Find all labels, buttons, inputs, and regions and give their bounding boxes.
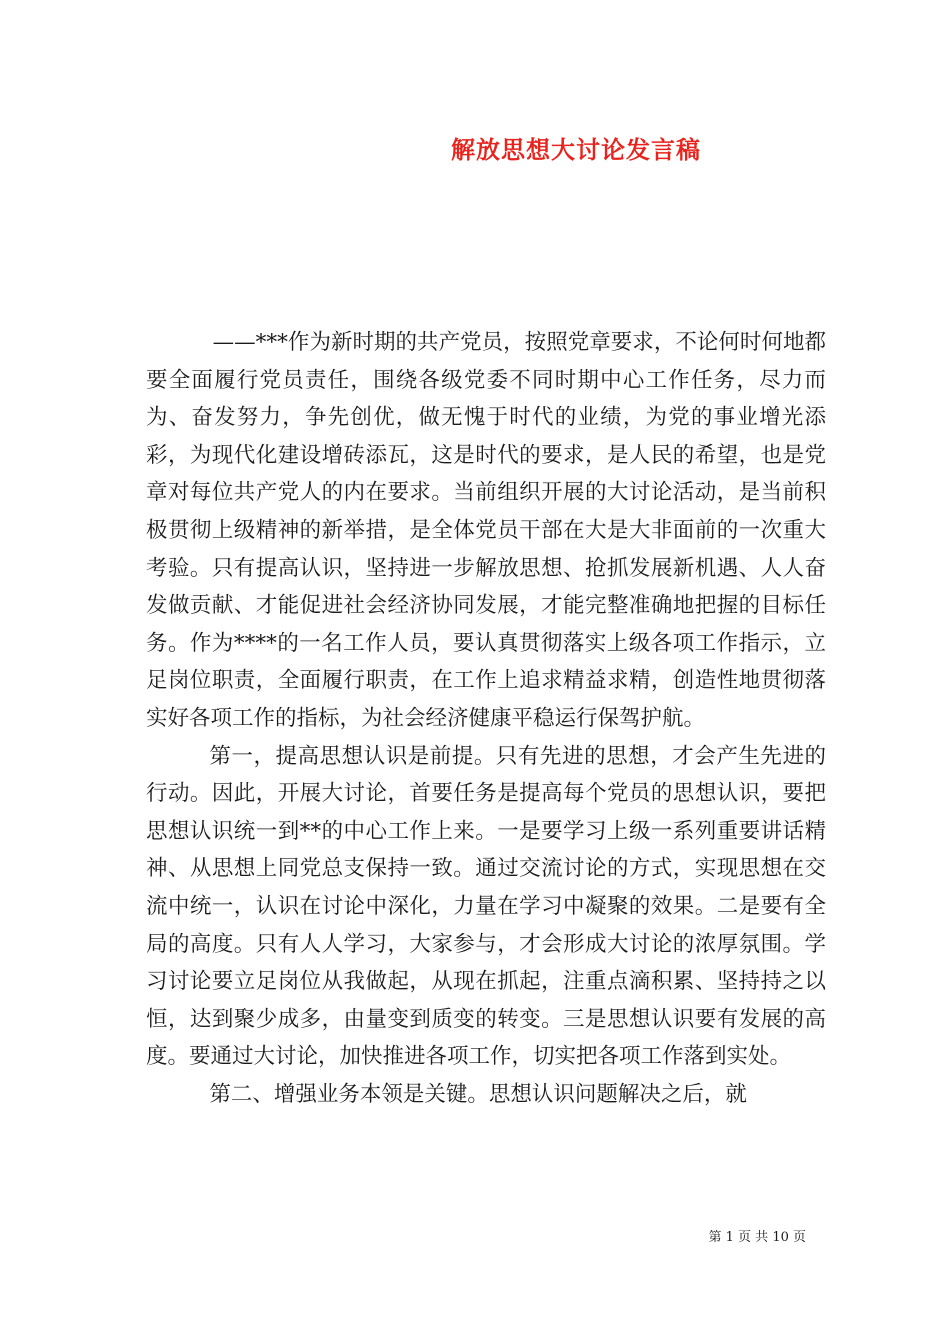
paragraph-second-point: 第二、增强业务本领是关键。思想认识问题解决之后，就 — [209, 1081, 747, 1107]
page-number-footer: 第 1 页 共 10 页 — [708, 1230, 806, 1245]
paragraph-first-point: 第一，提高思想认识是前提。只有先进的思想，才会产生先进的行动。因此，开展大讨论，首要任务是提高每个党员的思想认识，要把思想认识统一到**的中心工作上来。一是要学习上级一系列重要讲话精神、从思想上同党总支保持一致。通过交流讨论的方式，实现思想在交流中统一，认识在讨论中深化，力量在学习中凝聚的效果。二是要有全局的高度。只有人人学习，大家参与，才会形成大讨论的浓厚氛围。学习讨论要立足岗位从我做起，从现在抓起，注重点滴积累、坚持持之以恒，达到聚少成多，由量变到质变的转变。三是思想认识要有发展的高度。要通过大讨论，加快推进各项工作，切实把各项工作落到实处。 — [146, 743, 826, 1070]
document-title: 解放思想大讨论发言稿 — [451, 135, 701, 164]
document-body — [146, 324, 826, 1113]
paragraph-intro: ——***作为新时期的共产党员，按照党章要求，不论何时何地都要全面履行党员责任，围绕各级党委不同时期中心工作任务，尽力而为、奋发努力，争先创优，做无愧于时代的业绩，为党的事业增光添彩，为现代化建设增砖添瓦，这是时代的要求，是人民的希望，也是党章对每位共产党人的内在要求。当前组织开展的大讨论活动，是当前积极贯彻上级精神的新举措，是全体党员干部在大是大非面前的一次重大考验。只有提高认识，坚持进一步解放思想、抢抓发展新机遇、人人奋发做贡献、才能促进社会经济协同发展，才能完整准确地把握的目标任务。作为****的一名工作人员，要认真贯彻落实上级各项工作指示，立足岗位职责，全面履行职责，在工作上追求精益求精，创造性地贯彻落实好各项工作的指标，为社会经济健康平稳运行保驾护航。 — [146, 330, 826, 731]
